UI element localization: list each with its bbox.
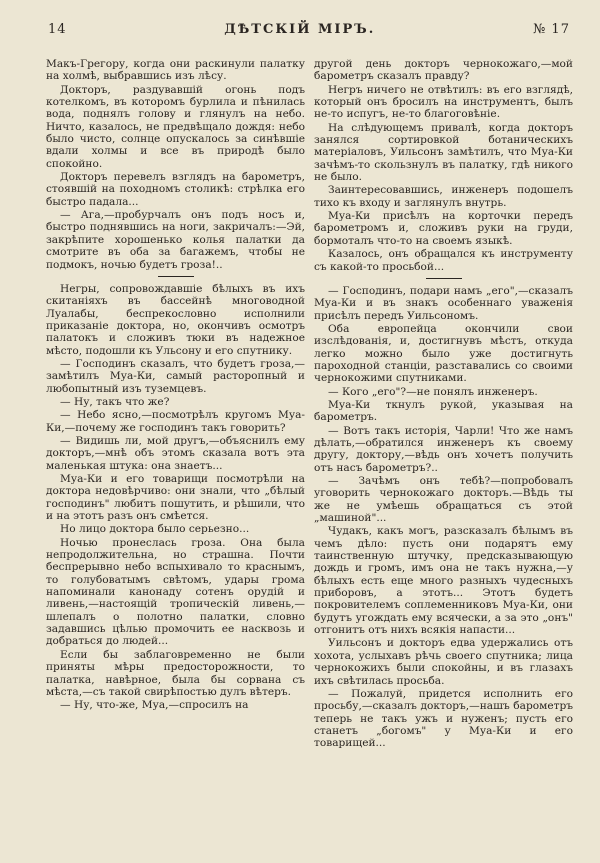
section-separator bbox=[426, 278, 462, 279]
paragraph: Негръ ничего не отвѣтилъ: въ его взглядѣ, который онъ бросилъ на инструментъ, былъ не-то испугъ, не-то благоговѣніе. bbox=[314, 83, 573, 121]
paragraph: — Ну, такъ что же? bbox=[60, 395, 170, 408]
paragraph: Макъ-Грегору, когда они раскинули палатку на холмѣ, выбравшись изъ лѣсу. bbox=[46, 58, 305, 83]
paragraph: Муа-Ки присѣлъ на корточки передъ барометромъ и, сложивъ руки на груди, бормоталъ что-то на своемъ языкѣ. bbox=[314, 210, 573, 247]
paragraph: Докторъ, раздувавшій огонь подъ котелкомъ, въ которомъ бурлила и пѣнилась вода, поднялъ голову и глянулъ на небо. Ничто, казалось, не предвѣщало дождя: небо было чисто, солнце опускалось за синѣвшіе вдали холмы и все въ природѣ было спокойно. bbox=[46, 83, 305, 170]
left-column bbox=[46, 58, 305, 713]
paragraph: — Пожалуй, придется исполнить его просьбу,—сказалъ докторъ,—нашъ барометръ теперь не такъ ужъ и нуженъ; пусть его станетъ „богомъ" у Муа-Ки и его товарищей... bbox=[314, 687, 573, 750]
paragraph: Ночью пронеслась гроза. Она была непродолжительна, но страшна. Почти беспрерывно небо вспыхивало то краснымъ, то голубоватымъ свѣтомъ, удары грома напоминали канонаду сотенъ орудій и ливень,—настоящій тропическій ливень,—шлепалъ о полотно палатки, словно задавшись цѣлью промочить ее насквозь и добраться до людей... bbox=[46, 536, 305, 648]
paragraph: — Кого „его"?—не понялъ инженеръ. bbox=[328, 385, 538, 398]
paragraph: Чудакъ, какъ могъ, разсказалъ бѣлымъ въ чемъ дѣло: пусть они подарятъ ему таинственную штучку, предсказывающую дождь и громъ, имъ она не такъ нужна,—у бѣлыхъ есть еще много разныхъ чудесныхъ приборовъ, а этотъ... Этотъ будетъ покровителемъ соплеменниковъ Муа-Ки, они будутъ угождать ему всячески, а за это „онъ" отгонитъ отъ нихъ всякія напасти... bbox=[314, 525, 573, 637]
paragraph: — Зачѣмъ онъ тебѣ?—попробовалъ уговорить чернокожаго докторъ.—Вѣдь ты же не умѣешь обращаться съ этой „машиной"... bbox=[314, 475, 573, 525]
paragraph: — Вотъ такъ исторія, Чарли! Что же намъ дѣлать,—обратился инженеръ къ своему другу, доктору,—вѣдь онъ хочетъ получить отъ насъ барометръ?.. bbox=[314, 424, 573, 474]
right-column bbox=[314, 58, 573, 751]
paragraph: — Ага,—пробурчалъ онъ подъ носъ и, быстро поднявшись на ноги, закричалъ:—Эй, закрѣпите хорошенько колья палатки да смотрите въ оба за багажемъ, чтобы не подмокъ, ночью будетъ гроза!.. bbox=[46, 209, 305, 271]
paragraph: Казалось, онъ обращался къ инструменту съ какой-то просьбой... bbox=[314, 248, 573, 273]
paragraph: Заинтересовавшись, инженеръ подошелъ тихо къ входу и заглянулъ внутрь. bbox=[314, 184, 573, 209]
paragraph: На слѣдующемъ привалѣ, когда докторъ занялся сортировкой ботаническихъ матеріаловъ, Уильсонъ замѣтилъ, что Муа-Ки зачѣмъ-то скользнулъ въ палатку, гдѣ никого не было. bbox=[314, 121, 573, 184]
paragraph: другой день докторъ чернокожаго,—мой барометръ сказалъ правду? bbox=[314, 58, 573, 83]
paragraph: Если бы заблаговременно не были приняты мѣры предосторожности, то палатка, навѣрное, была бы сорвана съ мѣста,—съ такой свирѣпостью дулъ вѣтеръ. bbox=[46, 648, 305, 698]
paragraph: Оба европейца окончили свои изслѣдованія, и, достигнувъ мѣстъ, откуда легко можно было уже достигнуть пароходной станціи, разставались со своими чернокожими спутниками. bbox=[314, 322, 573, 385]
page-number: 14 bbox=[48, 22, 67, 37]
paragraph: Но лицо доктора было серьезно... bbox=[60, 523, 250, 536]
paragraph: Муа-Ки ткнулъ рукой, указывая на барометръ. bbox=[314, 398, 573, 424]
paragraph: — Небо ясно,—посмотрѣлъ кругомъ Муа-Ки,—почему же господинъ такъ говорить? bbox=[46, 409, 305, 434]
section-separator bbox=[158, 276, 194, 277]
paragraph: Негры, сопровождавшіе бѣлыхъ въ ихъ скитаніяхъ въ бассейнѣ многоводной Луалабы, беспрекословно исполнили приказаніе доктора, но, окончивъ осмотръ палатокъ и сложивъ тюки въ надежное мѣсто, подошли къ Ульсону и его спутнику. bbox=[46, 282, 305, 357]
paragraph: — Ну, что-же, Муа,—спросилъ на bbox=[60, 699, 249, 712]
paragraph: — Господинъ сказалъ, что будетъ гроза,—замѣтилъ Муа-Ки, самый расторопный и любопытный изъ туземцевъ. bbox=[46, 357, 305, 395]
paragraph: Докторъ перевелъ взглядъ на барометръ, стоявшій на походномъ столикѣ: стрѣлка его быстро падала... bbox=[46, 171, 305, 208]
issue-number: № 17 bbox=[533, 22, 570, 37]
journal-title: ДѢТСКIЙ МIРЪ. bbox=[224, 22, 376, 37]
paragraph: — Господинъ, подари намъ „его",—сказалъ Муа-Ки и въ знакъ особеннаго уваженія присѣлъ передъ Уильсономъ. bbox=[314, 284, 573, 322]
paragraph: — Видишь ли, мой другъ,—объяснилъ ему докторъ,—мнѣ объ этомъ сказала вотъ эта маленькая штука: она знаетъ... bbox=[46, 434, 305, 472]
paragraph: Уильсонъ и докторъ едва удержались отъ хохота, услыхавъ рѣчь своего спутника; лица чернокожихъ были спокойны, и въ глазахъ ихъ свѣтилась просьба. bbox=[314, 637, 573, 687]
paragraph: Муа-Ки и его товарищи посмотрѣли на доктора недовѣрчиво: они знали, что „бѣлый господинъ" любитъ пошутить, и рѣшили, что и на этотъ разъ онъ смѣется. bbox=[46, 473, 305, 523]
page-header bbox=[48, 22, 570, 37]
